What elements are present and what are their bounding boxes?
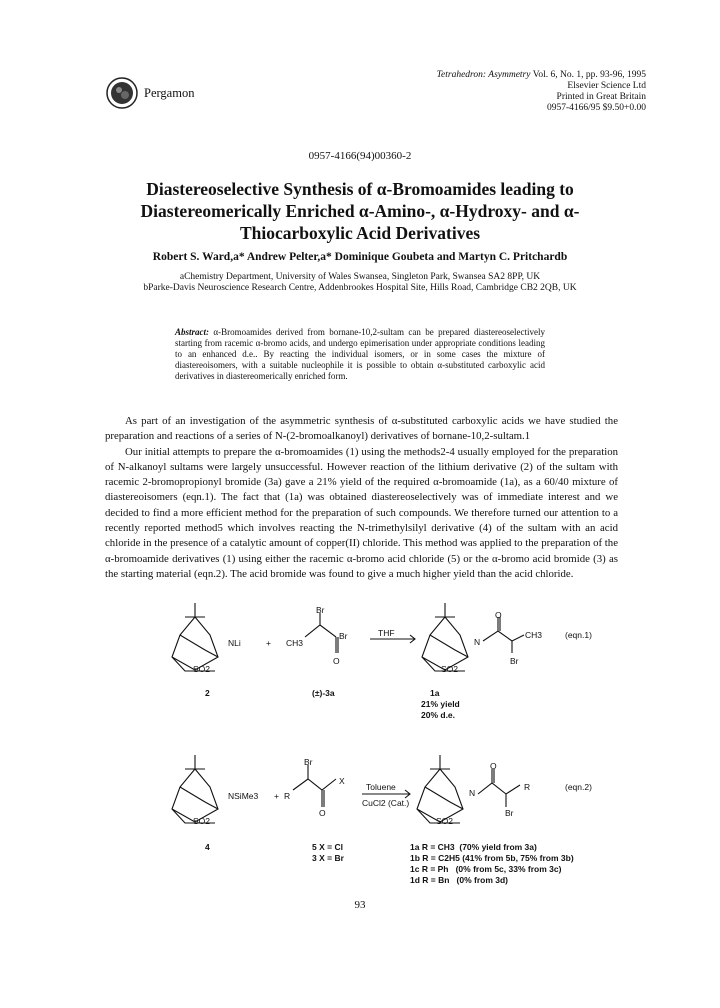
o-label: O xyxy=(490,761,497,771)
br-label: Br xyxy=(510,656,519,666)
yield-label: 21% yield xyxy=(421,699,460,709)
product-row: 1c R = Ph (0% from 5c, 33% from 3c) xyxy=(410,864,562,874)
page-number: 93 xyxy=(354,899,366,911)
paper-title: Diastereoselective Synthesis of α-Bromoamides leading to Diastereomerically Enriched α-Amino-, α-Hydroxy- and α-Thiocarboxylic Acid Derivatives xyxy=(140,179,580,243)
sultam-structure-4 xyxy=(172,755,218,823)
paragraph: As part of an investigation of the asymmetric synthesis of α-substituted carboxylic acids we have studied the preparation and reactions of a series of N-(2-bromoalkanoyl) derivatives of bornane-10,2-sultam.1 xyxy=(105,415,618,443)
abstract-label: Abstract: xyxy=(175,327,210,337)
compound-label: 5 X = Cl xyxy=(312,842,343,852)
so2-label: SO2 xyxy=(193,816,211,826)
citation-volume: Vol. 6, No. 1, pp. 93-96, 1995 xyxy=(530,70,646,80)
product-row: 1a R = CH3 (70% yield from 3a) xyxy=(410,842,537,852)
equation-number: (eqn.1) xyxy=(565,630,592,640)
publisher-name: Pergamon xyxy=(144,86,195,100)
compound-label: 1a xyxy=(430,688,440,698)
n-label: N xyxy=(474,637,481,647)
citation-line: 0957-4166/95 $9.50+0.00 xyxy=(546,103,646,113)
reagent-thf: THF xyxy=(378,628,395,638)
ch3-label: CH3 xyxy=(525,630,543,640)
affiliation-a: aChemistry Department, University of Wales Swansea, Singleton Park, Swansea SA2 8PP, UK xyxy=(179,272,541,282)
compound-label: (±)-3a xyxy=(312,688,335,698)
plus-sign: + xyxy=(274,791,279,801)
paragraph: Our initial attempts to prepare the α-bromoamides (1) using the methods2-4 usually employed for the preparation of N-alkanoyl sultams were largely unsuccessful. However reaction of the lithium derivative (2) of the sultam with racemic 2-bromopropionyl bromide (3a) gave a 21% yield of the required α-bromoamide (1a), as a 60/40 mixture of diastereoisomers (eqn.1). The fact that (1a) was obtained diastereoselectively was of immediate interest and we decided to find a more efficient method for the preparation of such compounds. We therefore turned our attention to a recently reported method5 which involves reacting the N-trimethylsilyl derivative (4) of the sultam with an acid chloride in the presence of a catalytic amount of copper(II) chloride. This method was applied to the preparation of the α-bromoamide derivatives (1) using either the racemic α-bromo acid chloride (5) or the α-bromo acid bromide (3) as the starting material (eqn.2). The acid bromide was found to give a much higher yield than the acid chloride. xyxy=(105,445,618,580)
de-label: 20% d.e. xyxy=(421,710,456,720)
body-text xyxy=(105,414,618,582)
product-row: 1d R = Bn (0% from 3d) xyxy=(410,875,508,885)
br-label: Br xyxy=(304,757,313,767)
br-label: Br xyxy=(316,605,325,615)
r-label: R xyxy=(284,791,291,801)
sultam-product-1a xyxy=(422,603,524,671)
o-label: O xyxy=(495,610,502,620)
sultam-structure-2 xyxy=(172,603,218,671)
authors: Robert S. Ward,a* Andrew Pelter,a* Dominique Goubeta and Martyn C. Pritchardb xyxy=(152,251,568,263)
acyl-halide xyxy=(293,765,336,807)
citation-line: Elsevier Science Ltd xyxy=(567,81,646,91)
br-label: Br xyxy=(339,631,348,641)
compound-label: 3 X = Br xyxy=(312,853,344,863)
nsime3-label: NSiMe3 xyxy=(228,791,259,801)
affiliation-b: bParke-Davis Neuroscience Research Centre, Addenbrookes Hospital Site, Hills Road, Cambridge CB2 2QB, UK xyxy=(143,283,577,293)
doi: 0957-4166(94)00360-2 xyxy=(308,150,412,162)
reaction-scheme xyxy=(0,595,720,895)
ch3-label: CH3 xyxy=(286,638,304,648)
so2-label: SO2 xyxy=(436,816,454,826)
citation-block xyxy=(420,70,646,114)
plus-sign: + xyxy=(266,638,271,648)
n-label: N xyxy=(469,788,476,798)
journal-name: Tetrahedron: Asymmetry xyxy=(436,70,531,80)
nli-label: NLi xyxy=(228,638,241,648)
product-row: 1b R = C2H5 (41% from 5b, 75% from 3b) xyxy=(410,853,574,863)
reagent-toluene: Toluene xyxy=(366,782,396,792)
o-label: O xyxy=(319,808,326,818)
r-label: R xyxy=(524,782,531,792)
reagent-cucl2: CuCl2 (Cat.) xyxy=(362,798,410,808)
citation-line: Printed in Great Britain xyxy=(556,92,646,102)
equation-number: (eqn.2) xyxy=(565,782,592,792)
compound-label: 4 xyxy=(205,842,210,852)
o-label: O xyxy=(333,656,340,666)
so2-label: SO2 xyxy=(193,664,211,674)
acid-bromide-3a xyxy=(305,613,338,653)
publisher-logo xyxy=(106,77,138,109)
affiliations xyxy=(80,272,640,294)
abstract xyxy=(175,327,545,382)
compound-label: 2 xyxy=(205,688,210,698)
br-label: Br xyxy=(505,808,514,818)
x-label: X xyxy=(339,776,345,786)
so2-label: SO2 xyxy=(441,664,459,674)
abstract-text: α-Bromoamides derived from bornane-10,2-sultam can be prepared diastereoselectively starting from racemic α-bromo acids, and undergo epimerisation under appropriate conditions leading to an enhanced d.e.. By reacting the individual isomers, or in some cases the mixture of diastereoisomers, with a suitable nucleophile it is possible to obtain α-substituted carboxylic acid derivatives in diastereomerically enriched form. xyxy=(175,327,545,381)
